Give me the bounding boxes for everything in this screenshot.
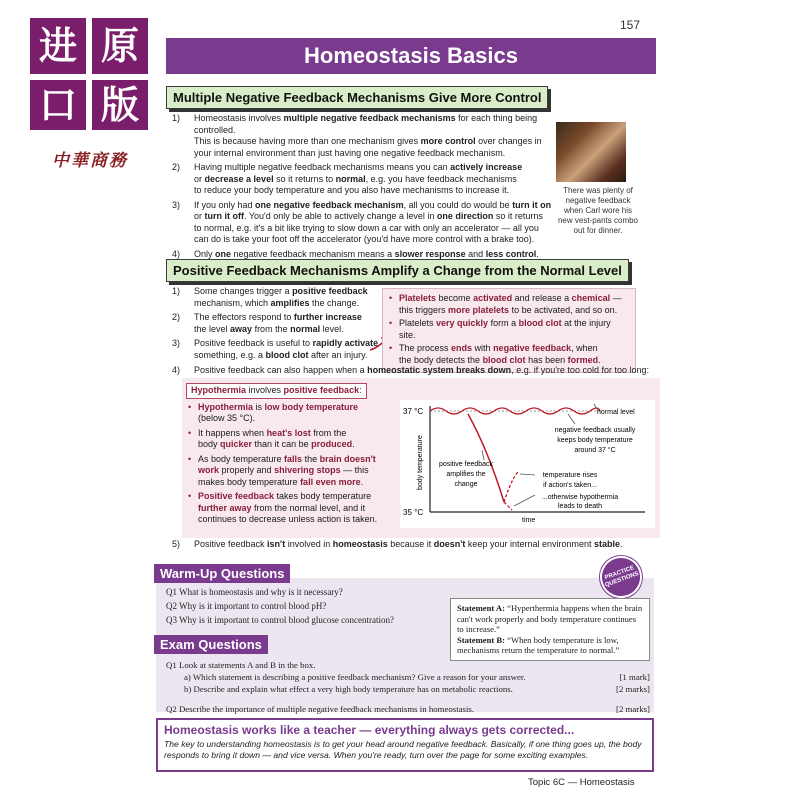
- y-top-label: 37 °C: [403, 407, 424, 416]
- question: Q2 Why is it important to control blood pH?: [166, 601, 327, 611]
- list-item: • Hypothermia is low body temperature (below 35 °C).: [186, 402, 396, 425]
- question: [166, 703, 650, 715]
- list-number: 4): [172, 248, 181, 259]
- normal-level-label: normal level: [597, 409, 635, 416]
- warmup-questions: [166, 586, 446, 626]
- question: Q1 What is homeostasis and why is it necessary?: [166, 587, 343, 597]
- leader-line: [482, 450, 484, 460]
- annotation-line: around 37 °C: [574, 447, 616, 454]
- list-item: [172, 113, 552, 159]
- annotation-line: keeps body temperature: [557, 437, 633, 444]
- hypothermia-graph: [400, 400, 655, 528]
- section-heading-negative-feedback: Multiple Negative Feedback Mechanisms Give More Control: [166, 86, 548, 109]
- list-number: 4): [172, 365, 181, 375]
- list-item: [172, 162, 552, 197]
- annotation-line: amplifies the: [446, 471, 486, 478]
- graph-svg: [400, 400, 655, 528]
- list-item: • It happens when heat's lost from the body quicker than it can be produced.: [186, 428, 396, 451]
- question-marks: [2 marks]: [616, 704, 650, 714]
- list-item: [172, 200, 552, 246]
- death-curve: [504, 502, 512, 510]
- negative-feedback-list: [172, 113, 552, 260]
- list-text: Positive feedback is useful to rapidly activate something, e.g. a blood clot after an injury.: [194, 338, 379, 360]
- warmup-heading: Warm-Up Questions: [154, 564, 290, 583]
- publisher-logo: [30, 18, 150, 171]
- question-text: a) Which statement is describing a positive feedback mechanism? Give a reason for your answer.: [184, 672, 526, 682]
- list-number: 2): [172, 312, 181, 322]
- summary-box: [156, 718, 654, 772]
- list-number: 1): [172, 113, 181, 123]
- hypothermia-title: Hypothermia involves positive feedback:: [186, 383, 367, 399]
- list-item: [172, 539, 662, 551]
- question-part: [166, 683, 650, 695]
- question-marks: [1 mark]: [619, 672, 650, 682]
- list-number: 3): [172, 199, 181, 210]
- summary-title: Homeostasis works like a teacher — everything always gets corrected...: [164, 723, 575, 737]
- statements-box: [450, 598, 650, 661]
- statement-b: [457, 635, 643, 656]
- list-text: Positive feedback can also happen when a homeostatic system breaks down, e.g. if you're too cold for too long:: [194, 365, 649, 375]
- list-number: 2): [172, 162, 181, 172]
- hypothermia-death-annotation: [542, 494, 618, 510]
- logo-char: 口: [30, 80, 86, 130]
- list-text: Some changes trigger a positive feedback mechanism, which amplifies the change.: [194, 286, 368, 308]
- logo-char: 原: [92, 18, 148, 74]
- question-part: [166, 671, 650, 683]
- annotation-line: temperature rises: [542, 472, 598, 479]
- list-item: • Platelets very quickly form a blood clot at the injury site.: [389, 318, 629, 341]
- x-axis-label: time: [522, 517, 536, 524]
- pos-feedback-annotation: [439, 461, 494, 488]
- annotation-line: positive feedback: [438, 461, 494, 468]
- question: Q3 Why is it important to control blood glucose concentration?: [166, 615, 395, 625]
- list-item: • Platelets become activated and release a chemical — this triggers more platelets to be activated, and so on.: [389, 293, 629, 316]
- exam-questions: [166, 659, 650, 715]
- section-heading-positive-feedback: Positive Feedback Mechanisms Amplify a Change from the Normal Level: [166, 259, 629, 282]
- footer-topic: Topic 6C — Homeostasis: [528, 777, 635, 788]
- hypothermia-box: [186, 383, 396, 533]
- statement-a-text: “Hyperthermia happens when the brain can't work properly and body temperature continues to increase.”: [457, 603, 643, 634]
- list-text: Having multiple negative feedback mechanisms means you can actively increase or decrease a level so it returns to normal, e.g. you have feedback mechanisms to reduce your body temperature and you also have mechanisms to increase it.: [194, 162, 523, 195]
- list-text: Positive feedback isn't involved in homeostasis because it doesn't keep your internal environment stable.: [194, 539, 623, 549]
- question-text: Q2 Describe the importance of multiple negative feedback mechanisms in homeostasis.: [166, 704, 475, 714]
- annotation-line: ...otherwise hypothermia: [541, 494, 619, 501]
- temp-rises-annotation: [543, 472, 598, 489]
- recovery-curve: [504, 472, 518, 502]
- statement-b-text: “When body temperature is low, mechanisms return the temperature to normal.”: [457, 634, 620, 655]
- y-bottom-label: 35 °C: [403, 508, 424, 517]
- practice-questions-badge: PRACTICE QUESTIONS: [594, 550, 648, 604]
- question-text: b) Describe and explain what effect a very high body temperature has on metabolic reactions.: [184, 684, 513, 694]
- list-text: If you only had one negative feedback mechanism, all you could do would be turn it on or turn it off. You'd only be able to actively change a level in one direction so it returns to normal, e.g. it's a bit like trying to slow down a car with only an accelerator — all you can do is take your foot off the accelerator (you'd have more control with a brake too).: [194, 199, 552, 244]
- list-number: 5): [172, 539, 181, 549]
- statement-a: [457, 603, 643, 635]
- page-number: 157: [619, 18, 640, 32]
- logo-char: 版: [92, 80, 148, 130]
- list-text: The effectors respond to further increase the level away from the normal level.: [194, 312, 362, 334]
- cartoon-photo: [556, 122, 626, 182]
- leader-line: [514, 495, 535, 506]
- list-text: Only one negative feedback mechanism means a slower response and less control.: [194, 248, 539, 259]
- list-item: [172, 286, 380, 309]
- list-item: • The process ends with negative feedback, when the body detects the blood clot has been formed.: [389, 343, 629, 366]
- page-title: Homeostasis Basics: [166, 38, 656, 74]
- list-number: 1): [172, 286, 181, 296]
- leader-line: [520, 474, 535, 475]
- y-axis-label: body temperature: [417, 435, 424, 490]
- list-number: 3): [172, 338, 181, 348]
- list-item: [172, 338, 380, 361]
- statement-a-label: Statement A:: [457, 603, 505, 613]
- logo-char: 进: [30, 18, 86, 74]
- annotation-line: if action's taken...: [543, 482, 597, 489]
- list-item: [172, 312, 380, 335]
- list-item: • Positive feedback takes body temperature further away from the normal level, and it continues to decrease unless action is taken.: [186, 491, 396, 526]
- list-item: • As body temperature falls the brain doesn't work properly and shivering stops — this makes body temperature fall even more.: [186, 454, 396, 489]
- positive-feedback-list: [172, 286, 380, 361]
- leader-line: [568, 414, 575, 424]
- photo-caption: There was plenty of negative feedback when Carl wore his new vest-pants combo out for dinner.: [557, 186, 639, 235]
- annotation-line: negative feedback usually: [554, 427, 636, 434]
- annotation-line: leads to death: [558, 503, 602, 510]
- list-text: Homeostasis involves multiple negative feedback mechanisms for each thing being controlled. This is because having more than one mechanism gives more control over changes in your internal environment than just having one negative feedback mechanism.: [194, 113, 542, 158]
- statement-b-label: Statement B:: [457, 634, 505, 645]
- falling-temperature-curve: [468, 414, 504, 502]
- exam-heading: Exam Questions: [154, 635, 268, 654]
- question: Q1 Look at statements A and B in the box.: [166, 660, 316, 670]
- logo-caption: 中華商務: [52, 151, 128, 171]
- summary-text: The key to understanding homeostasis is to get your head around negative feedback. Basically, if one thing goes up, the body responds to bring it down — and vice versa. When you're ready, turn over the page for some exciting examples.: [164, 739, 642, 760]
- neg-feedback-annotation: [555, 427, 636, 454]
- list-item: [172, 365, 662, 377]
- annotation-line: change: [454, 481, 478, 488]
- blood-clot-box: [382, 288, 636, 373]
- question-marks: [2 marks]: [616, 684, 650, 694]
